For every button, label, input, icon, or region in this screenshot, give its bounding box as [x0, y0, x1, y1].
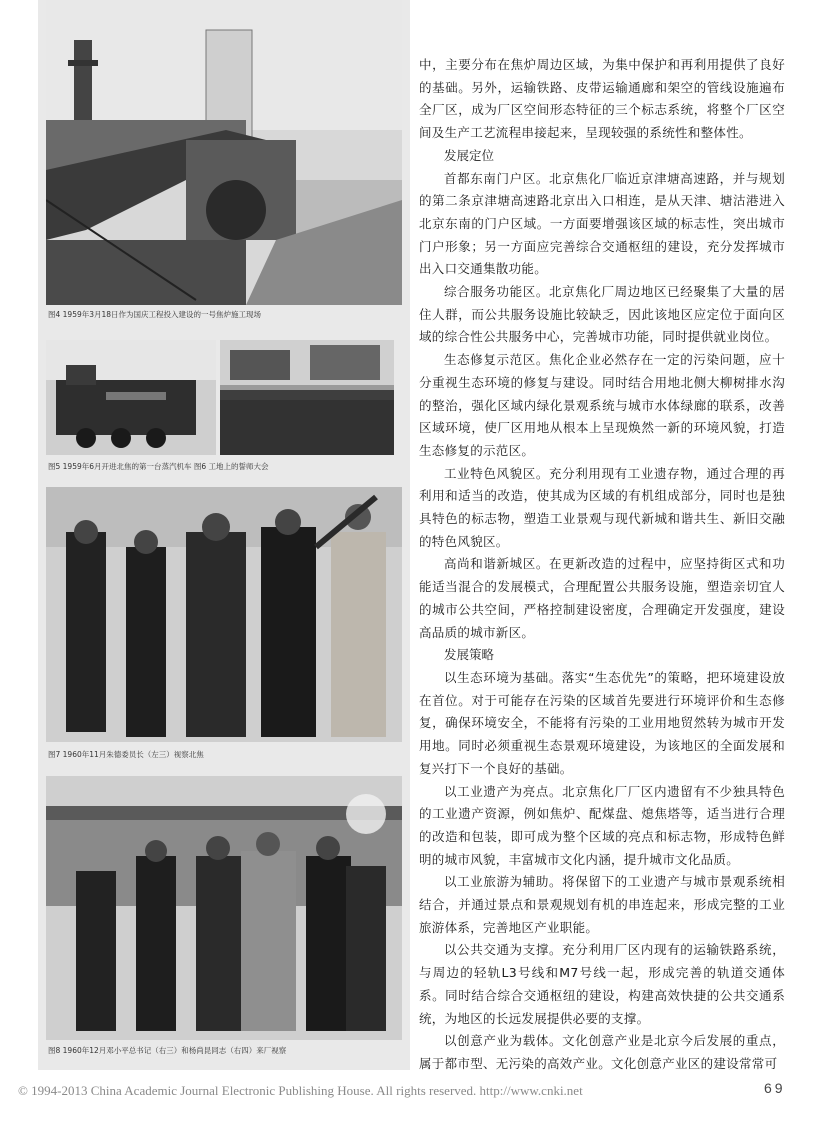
paragraph-industrial-feature: 工业特色风貌区。充分利用现有工业遗存物，通过合理的再利用和适当的改造，使其成为区域的有机组成部分，同时也是独具特色的标志物，塑造工业景观与现代新城和谐共生、新旧交融的特色风貌区。	[419, 465, 785, 549]
section-heading-development-strategy: 发展策略	[444, 647, 495, 663]
paragraph-eco-restoration: 生态修复示范区。焦化企业必然存在一定的污染问题，应十分重视生态环境的修复与建设。同时结合用地北侧大柳树排水沟的整治，强化区域内绿化景观系统与城市水体绿廊的联系，改善区域环境，使厂区用地从根本上呈现焕然一新的环境风貌，打造生态修复的示范区。	[419, 352, 785, 458]
paragraph-public-transport: 以公共交通为支撑。充分利用厂区内现有的运输铁路系统，与周边的轻轨L3号线和M7号线一起，形成完善的轨道交通体系。同时结合综合交通枢纽的建设，构建高效快捷的公共交通系统，为地区的长远发展提供必要的支撑。	[419, 942, 785, 1026]
paragraph-creative-industry: 以创意产业为载体。文化创意产业是北京今后发展的重点，属于都市型、无污染的高效产业。文化创意产业区的建设常常可	[419, 1033, 785, 1071]
page-number: 69	[764, 1080, 786, 1096]
figure-6-photo	[220, 340, 394, 455]
figure-4-photo	[46, 0, 402, 305]
paragraph-southeast-gateway: 首都东南门户区。北京焦化厂临近京津塘高速路，并与规划的第二条京津塘高速路北京出入口相连，是从天津、塘沽港进入北京东南的门户区域。一方面要增强该区域的标志性，突出城市门户形象；另一方面应完善综合交通枢纽的建设，充分发挥城市出入口交通集散功能。	[419, 170, 785, 277]
paragraph-industrial-tourism: 以工业旅游为辅助。将保留下的工业遗产与城市景观系统相结合，并通过景点和景观规划有机的串连起来，形成完整的工业旅游体系，完善地区产业职能。	[419, 874, 785, 935]
article-text-column	[419, 54, 785, 1076]
paragraph-continuation: 中，主要分布在焦炉周边区域，为集中保护和再利用提供了良好的基础。另外，运输铁路、皮带运输通廊和架空的管线设施遍布全厂区，成为厂区空间形态特征的三个标志系统，将整个厂区空间及生产工艺流程串接起来，呈现较强的系统性和整体性。	[419, 57, 785, 141]
paragraph-harmonious-new-town: 高尚和谐新城区。在更新改造的过程中，应坚持街区式和功能适当混合的发展模式，合理配置公共服务设施，塑造亲切宜人的城市公共空间，严格控制建设密度，合理确定开发强度，建设高品质的城市新区。	[419, 556, 785, 640]
photo-column	[38, 0, 410, 1070]
figure-5-6-caption: 图5 1959年6月开进北焦的第一台蒸汽机车 图6 工地上的誓师大会	[48, 462, 269, 471]
copyright-footer: © 1994-2013 China Academic Journal Electronic Publishing House. All rights reserved. http://www.cnki.net	[18, 1083, 583, 1098]
paragraph-service-area: 综合服务功能区。北京焦化厂周边地区已经聚集了大量的居住人群，而公共服务设施比较缺乏，因此该地区应定位于面向区域的综合性公共服务中心，完善城市功能，同时提供就业岗位。	[419, 284, 785, 345]
figure-8-caption: 图8 1960年12月邓小平总书记（右三）和杨尚昆同志（右四）来厂视察	[48, 1046, 287, 1055]
section-heading-development-positioning: 发展定位	[444, 147, 495, 163]
figure-7-photo	[46, 487, 402, 742]
figure-5-photo	[46, 340, 216, 455]
figure-7-caption: 图7 1960年11月朱德委员长（左三）视察北焦	[48, 750, 204, 759]
figure-4-caption: 图4 1959年3月18日作为国庆工程投入建设的一号焦炉施工现场	[48, 310, 262, 319]
figure-8-photo	[46, 776, 402, 1040]
paragraph-industrial-heritage: 以工业遗产为亮点。北京焦化厂厂区内遗留有不少独具特色的工业遗产资源，例如焦炉、配煤盘、熄焦塔等，适当进行合理的改造和包装，即可成为整个区域的亮点和标志物，形成特色鲜明的城市风貌，丰富城市文化内涵，提升城市文化品质。	[419, 783, 785, 867]
paragraph-ecology-basis: 以生态环境为基础。落实“生态优先”的策略，把环境建设放在首位。对于可能存在污染的区域首先要进行环境评价和生态修复，确保环境安全，不能将有污染的工业用地贸然转为城市开发用地。同时必须重视生态景观环境建设，为该地区的全面发展和复兴打下一个良好的基础。	[419, 669, 785, 776]
